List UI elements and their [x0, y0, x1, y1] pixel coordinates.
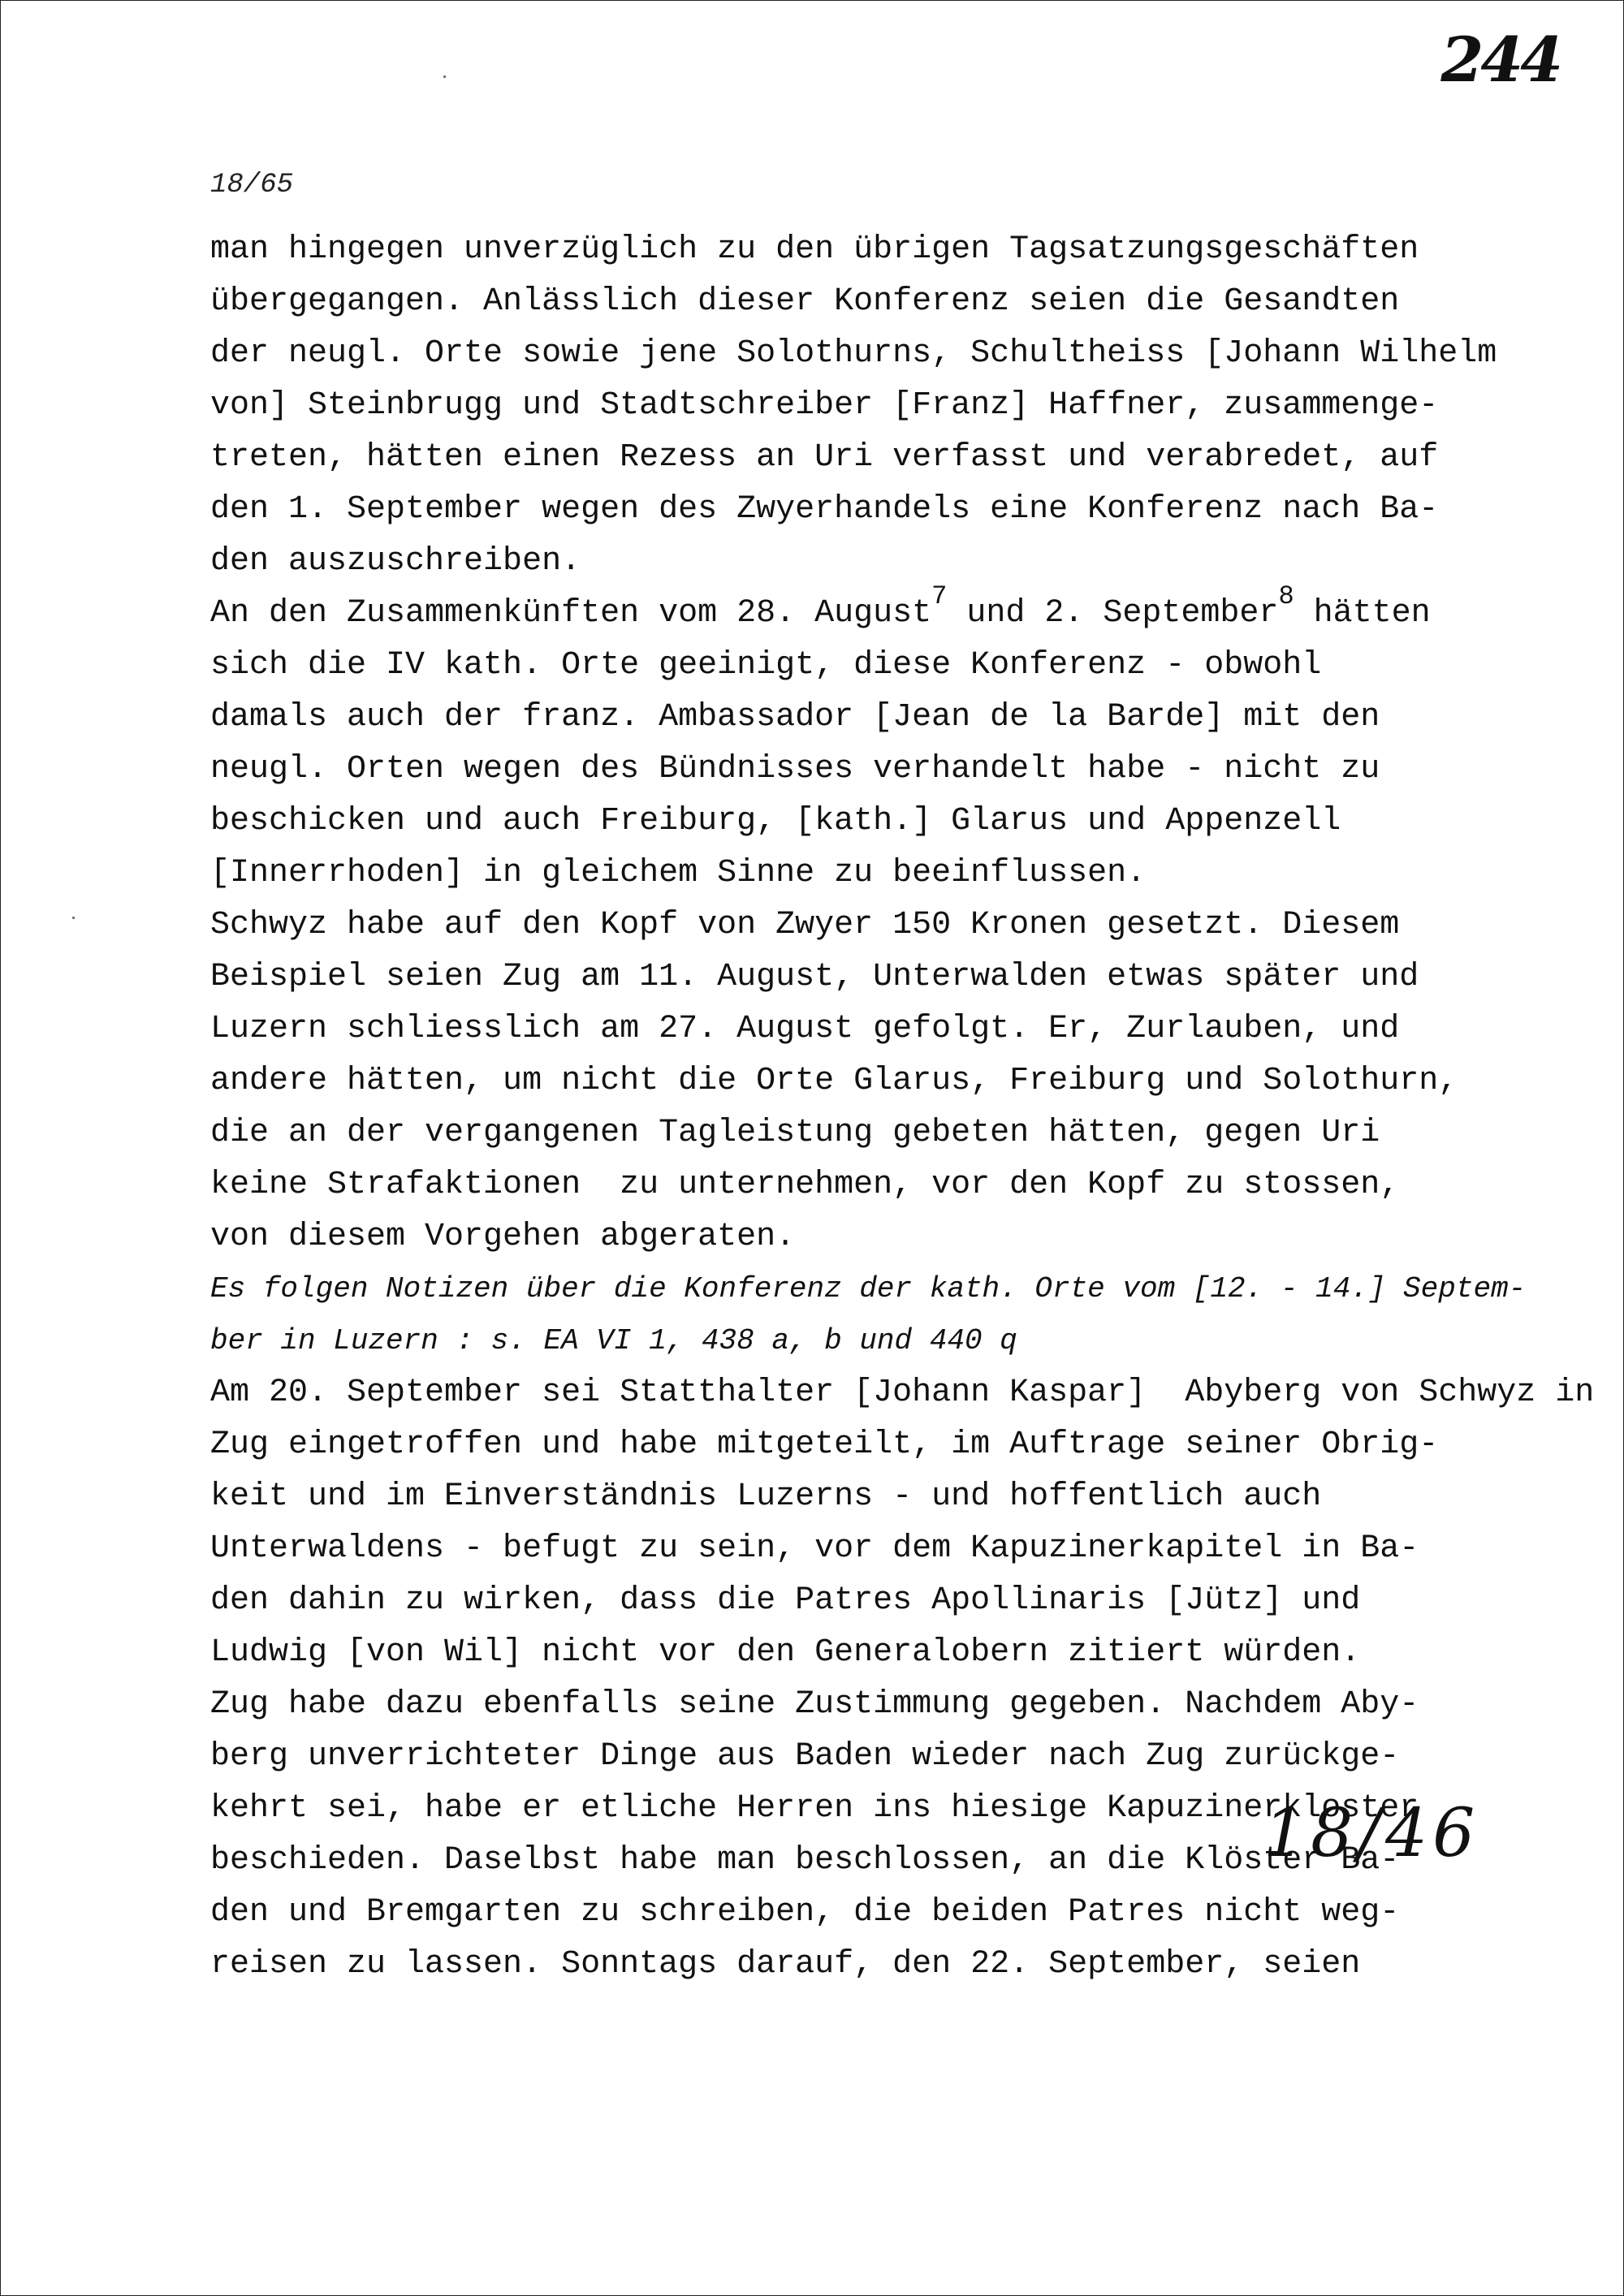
text-line: den und Bremgarten zu schreiben, die beiden Patres nicht weg-: [210, 1894, 1400, 1931]
text-segment: und 2. September: [947, 595, 1279, 632]
text-line: [210, 581, 1594, 640]
text-line: damals auch der franz. Ambassador [Jean de la Barde] mit den: [210, 699, 1380, 736]
text-line: den 1. September wegen des Zwyerhandels eine Konferenz nach Ba-: [210, 491, 1439, 528]
footnote-marker: 8: [1278, 581, 1294, 611]
text-line: die an der vergangenen Tagleistung gebeten hätten, gegen Uri: [210, 1115, 1380, 1151]
text-line: treten, hätten einen Rezess an Uri verfasst und verabredet, auf: [210, 439, 1439, 476]
text-line: den auszuschreiben.: [210, 543, 581, 580]
text-line: keit und im Einverständnis Luzerns - und hoffentlich auch: [210, 1478, 1322, 1515]
text-line: beschieden. Daselbst habe man beschlossen, an die Klöster Ba-: [210, 1842, 1400, 1879]
text-line: der neugl. Orte sowie jene Solothurns, Schultheiss [Johann Wilhelm: [210, 335, 1497, 372]
text-line: Schwyz habe auf den Kopf von Zwyer 150 Kronen gesetzt. Diesem: [210, 907, 1400, 943]
footnote-marker: 7: [931, 581, 948, 611]
text-line: Zug eingetroffen und habe mitgeteilt, im Auftrage seiner Obrig-: [210, 1426, 1439, 1463]
text-segment: hätten: [1294, 595, 1431, 632]
text-line: von] Steinbrugg und Stadtschreiber [Franz] Haffner, zusammenge-: [210, 387, 1439, 424]
text-line: Unterwaldens - befugt zu sein, vor dem Kapuzinerkapitel in Ba-: [210, 1530, 1419, 1567]
text-line: keine Strafaktionen zu unternehmen, vor den Kopf zu stossen,: [210, 1167, 1400, 1203]
text-line: man hingegen unverzüglich zu den übrigen Tagsatzungsgeschäften: [210, 231, 1419, 268]
text-line: neugl. Orten wegen des Bündnisses verhandelt habe - nicht zu: [210, 751, 1380, 788]
text-line: sich die IV kath. Orte geeinigt, diese Konferenz - obwohl: [210, 647, 1322, 684]
text-line: von diesem Vorgehen abgeraten.: [210, 1219, 796, 1255]
document-body-text: [210, 224, 1594, 1991]
text-line: Ludwig [von Wil] nicht vor den Generalobern zitiert würden.: [210, 1634, 1361, 1671]
editorial-note-line: Es folgen Notizen über die Konferenz der kath. Orte vom [12. - 14.] Septem-: [210, 1272, 1527, 1306]
text-line: Luzern schliesslich am 27. August gefolgt. Er, Zurlauben, und: [210, 1011, 1400, 1047]
text-line: Zug habe dazu ebenfalls seine Zustimmung gegeben. Nachdem Aby-: [210, 1686, 1419, 1723]
text-line: übergegangen. Anlässlich dieser Konferenz seien die Gesandten: [210, 283, 1400, 320]
handwritten-page-number: 18/46: [1263, 1795, 1480, 1872]
text-line: Am 20. September sei Statthalter [Johann Kaspar] Abyberg von Schwyz in: [210, 1375, 1595, 1411]
document-reference: 18/65: [210, 170, 294, 201]
text-line: [Innerrhoden] in gleichem Sinne zu beeinflussen.: [210, 855, 1147, 891]
text-line: andere hätten, um nicht die Orte Glarus, Freiburg und Solothurn,: [210, 1063, 1458, 1099]
scan-speck: [443, 76, 446, 78]
scan-speck: [72, 917, 75, 919]
editorial-note-line: ber in Luzern : s. EA VI 1, 438 a, b und 440 q: [210, 1324, 1017, 1357]
text-line: beschicken und auch Freiburg, [kath.] Glarus und Appenzell: [210, 803, 1341, 839]
text-line: den dahin zu wirken, dass die Patres Apollinaris [Jütz] und: [210, 1582, 1361, 1619]
handwritten-folio-number: 244: [1440, 24, 1560, 96]
text-line: kehrt sei, habe er etliche Herren ins hiesige Kapuzinerkloster: [210, 1790, 1419, 1827]
text-segment: An den Zusammenkünften vom 28. August: [210, 595, 932, 632]
text-line: Beispiel seien Zug am 11. August, Unterwalden etwas später und: [210, 959, 1419, 995]
text-line: berg unverrichteter Dinge aus Baden wieder nach Zug zurückge-: [210, 1738, 1400, 1775]
text-line: reisen zu lassen. Sonntags darauf, den 22. September, seien: [210, 1946, 1361, 1983]
